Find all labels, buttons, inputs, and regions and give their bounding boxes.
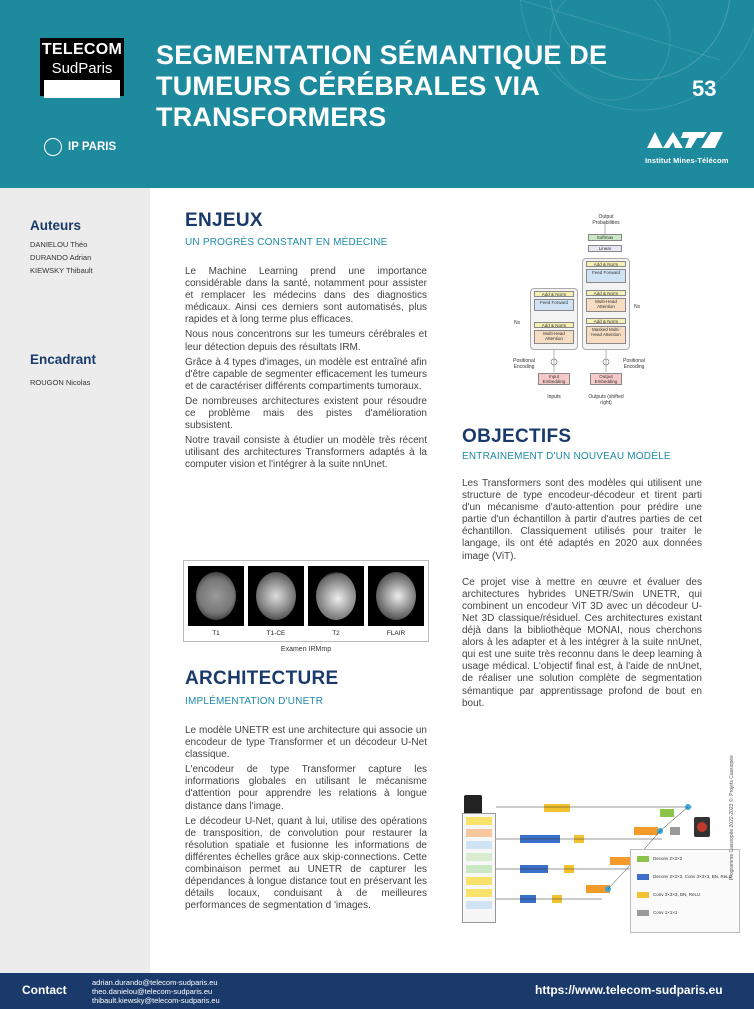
enjeux-paragraph: Notre travail consiste à étudier un modèle très récent utilisant des architectures Transformers adaptés à la computer vision et l'intégrer à la suite nnUnet. — [185, 435, 427, 471]
transformer-diagram — [508, 210, 658, 415]
telecom-sudparis-logo — [40, 38, 124, 124]
enjeux-paragraph: Le Machine Learning prend une importance considérable dans la santé, notamment pour assister et remplacer les médecins dans des diagnostics médicaux. Ainsi ces derniers sont automatisés, plus rapides et à long terme plus efficaces. — [185, 266, 427, 326]
imt-caption: Institut Mines-Télécom — [645, 156, 729, 165]
supervisor-name: ROUGON Nicolas — [30, 378, 91, 387]
legend-item: Deconv 2×2×2 — [653, 856, 683, 861]
positional-encoding-label: Positional Encoding — [623, 358, 645, 370]
email-link[interactable]: theo.danielou@telecom-sudparis.eu — [92, 987, 213, 996]
email-link[interactable]: thibault.kiewsky@telecom-sudparis.eu — [92, 996, 220, 1005]
output-probabilities-label: Output Probabilities — [592, 214, 620, 226]
enjeux-subheading: UN PROGRÈS CONSTANT EN MÉDECINE — [185, 237, 388, 248]
mri-figure — [183, 560, 429, 642]
objectifs-body — [462, 478, 702, 713]
logo-line2: SudParis — [51, 60, 113, 77]
mri-slice-flair — [368, 566, 424, 626]
poster-footer — [0, 973, 754, 1009]
legend-item: Conv 1×1×1 — [653, 910, 678, 915]
author-name: DURANDO Adrian — [30, 253, 92, 262]
inputs-label: Inputs — [547, 394, 561, 400]
objectifs-heading: OBJECTIFS — [462, 426, 572, 447]
mri-label: T1-CE — [266, 630, 286, 637]
outputs-label: Outputs (shifted right) — [588, 394, 624, 406]
enjeux-heading: ENJEUX — [185, 210, 263, 231]
architecture-paragraph: Le modèle UNETR est une architecture qui associe un encodeur de type Transformer et un décodeur U-Net classique. — [185, 725, 427, 761]
architecture-heading: ARCHITECTURE — [185, 668, 339, 689]
softmax-box: Softmax — [588, 234, 622, 241]
add-norm-box: Add & Norm — [534, 291, 574, 297]
enjeux-paragraph: De nombreuses architectures existent pour résoudre ce problème mais des pistes d'amélioration subsistent. — [185, 395, 427, 432]
architecture-paragraph: L'encodeur de type Transformer capture les informations globales en utilisant le mécanisme d'attention pour apprendre les relations à longue distance dans l'image. — [185, 764, 427, 812]
legend-item: Deconv 2×2×2, Conv 3×3×3, BN, ReLU — [653, 874, 733, 879]
architecture-subheading: IMPLÉMENTATION D'UNETR — [185, 696, 324, 707]
author-name: DANIELOU Théo — [30, 240, 88, 249]
mri-label: FLAIR — [386, 630, 406, 637]
add-norm-box: Add & Norm — [586, 290, 626, 296]
website-link[interactable]: https://www.telecom-sudparis.eu — [535, 983, 723, 997]
feed-forward-box: Feed Forward — [534, 299, 574, 311]
objectifs-paragraph: Les Transformers sont des modèles qui utilisent une structure de type encodeur-décodeur et tirent parti d'un mécanisme d'auto-attention pour prédire une partie d'un échantillon à partir d'autres parties de cet échantillon. Classiquement utilisés pour traiter le langage, ils ont été adaptés en 2020 aux données image (ViT). — [462, 478, 702, 562]
masked-mha-box: Masked Multi-Head Attention — [586, 326, 626, 344]
contact-emails — [92, 978, 220, 1005]
feed-forward-box: Feed Forward — [586, 269, 626, 283]
logo-line1: TELECOM — [41, 41, 123, 58]
architecture-body — [185, 725, 427, 915]
mri-caption: Examen IRMmp — [280, 646, 332, 653]
poster-number: 53 — [692, 76, 717, 101]
contact-label: Contact — [22, 983, 67, 997]
supervisor-heading: Encadrant — [30, 352, 97, 367]
mri-slice-t2 — [308, 566, 364, 626]
objectifs-subheading: ENTRAINEMENT D'UN NOUVEAU MODÈLE — [462, 451, 671, 462]
sidebar — [0, 188, 150, 973]
vertical-credit — [729, 720, 741, 880]
mri-slice-t1ce — [248, 566, 304, 626]
positional-encoding-label: Positional Encoding — [513, 358, 535, 370]
author-name: KIEWSKY Thibault — [30, 266, 93, 275]
enjeux-paragraph: Nous nous concentrons sur les tumeurs cérébrales et leur détection depuis des résultats IRM. — [185, 329, 427, 353]
multi-head-attention-box: Multi-Head Attention — [534, 330, 574, 344]
nx-label: Nx — [634, 304, 641, 310]
multi-head-attention-box: Multi-Head Attention — [586, 298, 626, 312]
logo-pattern — [44, 80, 120, 98]
mri-label: T2 — [332, 630, 340, 637]
architecture-paragraph: Le décodeur U-Net, quant à lui, utilise des opérations de transposition, de convolution pour restaurer la résolution spatiale et fusionne les informations de différentes échelles grâce aux skip-connections. Cette combinaison permet au UNETR de capturer les dépendances à longue distance tout en préservant les détails locaux, conduisant à de meilleures performances de segmentation d 'images. — [185, 815, 427, 912]
imt-logo — [645, 128, 728, 165]
mri-label: T1 — [212, 630, 220, 637]
imt-logo-icon — [645, 128, 725, 150]
add-norm-box: Add & Norm — [586, 318, 626, 324]
linear-box: Linear — [588, 245, 622, 252]
legend-item: Conv 3×3×3, BN, ReLU — [653, 892, 701, 897]
mri-slice-t1 — [188, 566, 244, 626]
nx-label: Nx — [514, 320, 521, 326]
objectifs-paragraph: Ce projet vise à mettre en œuvre et évaluer des architectures hybrides UNETR/Swin UNETR, qui combinent un encodeur ViT 3D avec un décodeur U-Net 3D classique/résiduel. Ces architectures existant déjà dans la bibliothèque MONAI, nous cherchons alors à les adapter et à les intégrer à la suite nnUnet, qui est une suite très reconnu dans le deep learning à usage médical. L'objectif final est, à l'aide de nnUnet, de réaliser une solution complète de segmentation sémantique par apprentissage profond de bout en bout. — [462, 576, 702, 709]
add-norm-box: Add & Norm — [586, 261, 626, 267]
unetr-diagram — [462, 787, 740, 937]
add-norm-box: Add & Norm — [534, 322, 574, 328]
transformer-connectors — [508, 210, 658, 415]
poster-header — [0, 0, 754, 188]
unetr-legend — [630, 849, 740, 933]
enjeux-paragraph: Grâce à 4 types d'images, un modèle est entraîné afin d'être capable de segmenter efficacement les tumeurs et de caractériser différents compartiments tumoraux. — [185, 356, 427, 392]
ip-paris-label: IP PARIS — [68, 141, 117, 153]
enjeux-body — [185, 266, 427, 475]
vertical-credit-text: Programme Cassiopée 2022-2023 ©: Projets Cassiopée — [729, 755, 735, 880]
input-embedding-box: Input Embedding — [538, 373, 570, 385]
ip-paris-logo — [44, 138, 116, 156]
output-embedding-box: Output Embedding — [590, 373, 622, 385]
authors-heading: Auteurs — [30, 218, 82, 233]
poster-title: SEGMENTATION SÉMANTIQUE DE TUMEURS CÉRÉBRALES VIA TRANSFORMERS — [156, 40, 608, 132]
email-link[interactable]: adrian.durando@telecom-sudparis.eu — [92, 978, 218, 987]
ip-paris-icon — [44, 138, 62, 156]
